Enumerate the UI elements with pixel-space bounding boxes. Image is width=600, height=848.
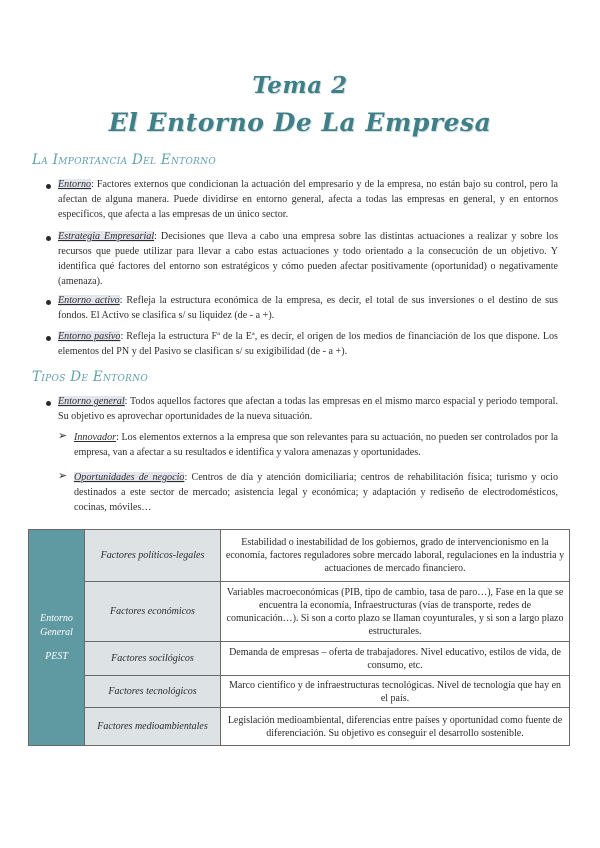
list-item-pasivo: [58, 329, 558, 359]
definition-pasivo: : Refleja la estructura Fª de la Eª, es decir, el origen de los medios de financiación de los que dispone. Los elementos del PN y del Pasivo se clasifican s/ su exigibilidad (de - a +).: [58, 331, 558, 357]
definition-entorno-general: : Todos aquellos factores que afectan a todas las empresas en el mismo marco espacial y periodo temporal. Su objetivo es aprovechar oportunidades de la nueva situación.: [58, 396, 558, 422]
group-label-entorno: Entorno: [40, 612, 73, 624]
term-entorno-general: Entorno general: [58, 396, 125, 407]
description-cell: Variables macroeconómicas (PIB, tipo de cambio, tasa de paro…), Fase en la que se encuentra la economía, Infraestructuras (vías de transporte, redes de comunicación…). Si son a corto plazo se llaman coyunturales, y si son a largo plazo estructurales.: [221, 582, 570, 642]
bullet-icon: [46, 401, 51, 406]
definition-oportunidades: : Centros de día y atención domiciliaria; centros de rehabilitación física; turismo y ocio destinados a este sector de mercado; asistencia legal y económica; y adaptación y rediseño de electrodomésticos, cocinas, móviles…: [74, 472, 559, 513]
factor-cell: Factores socilógicos: [85, 642, 221, 676]
sublist-item-innovador: [74, 430, 558, 460]
table-row: [29, 676, 570, 708]
document-title: Tema 2: [252, 72, 348, 99]
arrow-bullet-icon: ➢: [58, 430, 68, 442]
bullet-icon: [46, 184, 51, 189]
document-subtitle: El Entorno De La Empresa: [108, 108, 492, 137]
term-oportunidades: Oportunidades de negocio: [74, 472, 185, 483]
term-estrategia: Estrategia Empresarial: [58, 231, 155, 242]
description-cell: Legislación medioambiental, diferencias entre países y oportunidad como fuente de diferenciación. Su objetivo es conseguir el desarrollo sostenible.: [221, 708, 570, 746]
sublist-item-oportunidades: [74, 470, 558, 515]
pest-table: [28, 529, 570, 746]
definition-activo: : Refleja la estructura económica de la empresa, es decir, el total de sus inversiones o el destino de sus fondos. El Activo se clasifica s/ su liquidez (de - a +).: [58, 295, 558, 321]
list-item-activo: [58, 293, 558, 323]
list-item-entorno-general: [58, 394, 558, 424]
table-row: [29, 530, 570, 582]
bullet-icon: [46, 336, 51, 341]
arrow-bullet-icon: ➢: [58, 470, 68, 482]
group-label-general: General: [40, 626, 73, 638]
description-cell: Marco científico y de infraestructuras tecnológicas. Nivel de tecnología que hay en el país.: [221, 676, 570, 708]
section-heading-tipos: Tipos De Entorno: [32, 369, 149, 385]
group-label-pest: PEST: [45, 650, 68, 662]
factor-cell: Factores políticos-legales: [85, 530, 221, 582]
term-entorno: Entorno: [58, 179, 92, 190]
list-item-entorno: [58, 177, 558, 222]
definition-entorno: : Factores externos que condicionan la actuación del empresario y de la empresa, no están bajo su control, pero la afectan de alguna manera. Puede dividirse en entorno general, afecta a todas las empresas en general, y en entornos específicos, que afecta a las empresas de un único sector.: [58, 179, 558, 220]
term-innovador: Innovador: [74, 432, 117, 443]
bullet-icon: [46, 236, 51, 241]
table-row: [29, 642, 570, 676]
definition-estrategia: : Decisiones que lleva a cabo una empresa sobre las distintas actuaciones a realizar y sobre los recursos que puede utilizar para llevar a cabo estas actuaciones y todo orientado a la consecución de un objetivo. Y identifica qué factores del entorno son estratégicos y cómo pueden afectar positivamente (oportunidad) o negativamente (amenaza).: [58, 231, 558, 287]
factor-cell: Factores tecnológicos: [85, 676, 221, 708]
term-pasivo: Entorno pasivo: [58, 331, 121, 342]
bullet-icon: [46, 300, 51, 305]
term-activo: Entorno activo: [58, 295, 120, 306]
table-group-cell: [29, 530, 85, 746]
section-heading-importancia: La Importancia Del Entorno: [32, 152, 217, 168]
table-row: [29, 582, 570, 642]
table-row: [29, 708, 570, 746]
factor-cell: Factores económicos: [85, 582, 221, 642]
definition-innovador: : Los elementos externos a la empresa que son relevantes para su actuación, no pueden ser controlados por la empresa, van a afectar a su resultados e identifica y valora amenazas y oportunidades.: [74, 432, 558, 458]
factor-cell: Factores medioambientales: [85, 708, 221, 746]
list-item-estrategia: [58, 229, 558, 289]
description-cell: Estabilidad o inestabilidad de los gobiernos, grado de intervencionismo en la economía, factores reguladores sobre mercado laboral, regulaciones en la industria y actuaciones de mercado financiero.: [221, 530, 570, 582]
description-cell: Demanda de empresas – oferta de trabajadores. Nivel educativo, estilos de vida, de consumo, etc.: [221, 642, 570, 676]
